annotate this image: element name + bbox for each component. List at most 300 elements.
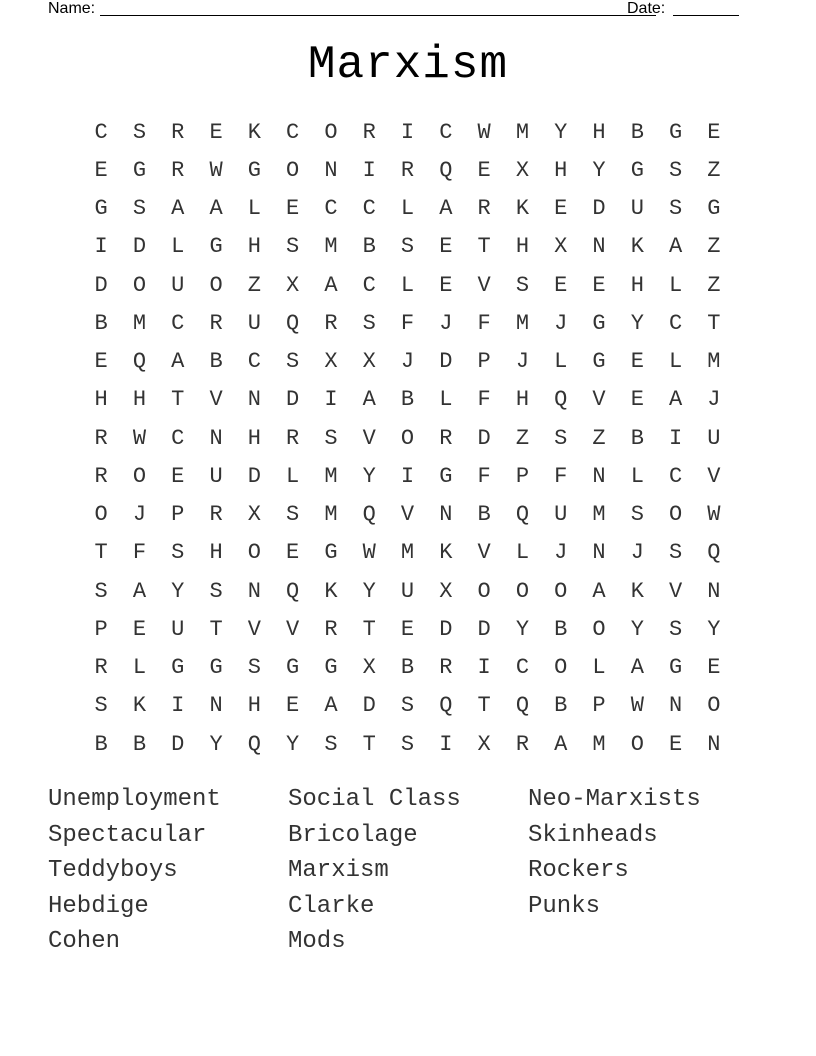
date-field-line[interactable] bbox=[673, 15, 739, 16]
grid-letter: O bbox=[324, 119, 338, 145]
grid-letter: C bbox=[286, 119, 300, 145]
grid-letter: A bbox=[592, 578, 606, 604]
grid-letter: F bbox=[477, 387, 491, 413]
grid-letter: E bbox=[94, 349, 108, 375]
grid-letter: Z bbox=[707, 272, 721, 298]
grid-letter: X bbox=[439, 578, 453, 604]
grid-letter: Q bbox=[286, 310, 300, 336]
grid-letter: P bbox=[477, 349, 491, 375]
grid-letter: E bbox=[171, 463, 185, 489]
grid-letter: J bbox=[554, 540, 568, 566]
grid-letter: C bbox=[171, 425, 185, 451]
grid-letter: E bbox=[286, 693, 300, 719]
grid-letter: R bbox=[400, 157, 415, 183]
grid-letter: Y bbox=[554, 119, 568, 145]
grid-letter: B bbox=[630, 119, 644, 145]
grid-letter: R bbox=[94, 425, 108, 451]
grid-letter: O bbox=[554, 578, 568, 604]
word-list-item: Marxism bbox=[288, 857, 389, 885]
grid-letter: W bbox=[630, 693, 644, 719]
grid-letter: Q bbox=[554, 387, 568, 413]
grid-letter: I bbox=[324, 387, 338, 413]
grid-letter: V bbox=[400, 502, 415, 528]
grid-letter: A bbox=[171, 349, 185, 375]
grid-letter: R bbox=[94, 463, 108, 489]
grid-letter: W bbox=[209, 157, 223, 183]
grid-letter: U bbox=[630, 196, 644, 222]
grid-letter: U bbox=[707, 425, 721, 451]
grid-letter: S bbox=[286, 502, 300, 528]
grid-letter: R bbox=[324, 616, 338, 642]
grid-letter: R bbox=[477, 196, 491, 222]
grid-letter: G bbox=[209, 234, 223, 260]
grid-letter: L bbox=[554, 349, 568, 375]
grid-letter: V bbox=[286, 616, 300, 642]
grid-letter: G bbox=[630, 157, 644, 183]
grid-letter: A bbox=[362, 387, 376, 413]
grid-letter: X bbox=[362, 655, 376, 681]
grid-letter: T bbox=[209, 616, 223, 642]
grid-letter: B bbox=[477, 502, 491, 528]
grid-letter: Q bbox=[515, 693, 530, 719]
grid-letter: G bbox=[324, 540, 338, 566]
grid-letter: N bbox=[247, 387, 261, 413]
grid-letter: E bbox=[630, 349, 644, 375]
grid-letter: T bbox=[707, 310, 721, 336]
grid-letter: M bbox=[515, 119, 530, 145]
grid-letter: S bbox=[209, 578, 223, 604]
grid-letter: M bbox=[515, 310, 530, 336]
grid-letter: S bbox=[132, 119, 147, 145]
grid-letter: Y bbox=[362, 463, 376, 489]
grid-letter: Y bbox=[515, 616, 530, 642]
grid-letter: B bbox=[94, 310, 108, 336]
grid-letter: A bbox=[171, 196, 185, 222]
grid-letter: Z bbox=[247, 272, 261, 298]
grid-letter: G bbox=[286, 655, 300, 681]
grid-letter: E bbox=[439, 272, 453, 298]
grid-letter: S bbox=[171, 540, 185, 566]
grid-letter: D bbox=[94, 272, 108, 298]
grid-letter: I bbox=[94, 234, 108, 260]
grid-letter: N bbox=[439, 502, 453, 528]
grid-letter: V bbox=[477, 272, 491, 298]
grid-letter: E bbox=[554, 272, 568, 298]
word-list-item: Punks bbox=[528, 892, 601, 920]
grid-letter: C bbox=[515, 655, 530, 681]
grid-letter: E bbox=[286, 196, 300, 222]
grid-letter: S bbox=[286, 349, 300, 375]
grid-letter: G bbox=[439, 463, 453, 489]
grid-letter: F bbox=[400, 310, 415, 336]
grid-letter: D bbox=[132, 234, 147, 260]
grid-letter: N bbox=[592, 463, 606, 489]
grid-letter: A bbox=[630, 655, 644, 681]
grid-letter: A bbox=[439, 196, 453, 222]
grid-letter: Y bbox=[630, 616, 644, 642]
grid-letter: C bbox=[247, 349, 261, 375]
grid-letter: A bbox=[669, 387, 683, 413]
grid-letter: A bbox=[132, 578, 147, 604]
grid-letter: R bbox=[94, 655, 108, 681]
grid-letter: E bbox=[477, 157, 491, 183]
grid-letter: N bbox=[209, 425, 223, 451]
grid-letter: N bbox=[324, 157, 338, 183]
grid-letter: C bbox=[362, 196, 376, 222]
grid-letter: R bbox=[209, 502, 223, 528]
grid-letter: G bbox=[592, 349, 606, 375]
grid-letter: O bbox=[132, 463, 147, 489]
grid-letter: B bbox=[554, 693, 568, 719]
grid-letter: K bbox=[630, 234, 644, 260]
grid-letter: K bbox=[132, 693, 147, 719]
grid-letter: V bbox=[209, 387, 223, 413]
grid-letter: N bbox=[209, 693, 223, 719]
grid-letter: Y bbox=[592, 157, 606, 183]
grid-letter: N bbox=[247, 578, 261, 604]
grid-letter: R bbox=[439, 655, 453, 681]
grid-letter: M bbox=[324, 502, 338, 528]
grid-letter: J bbox=[515, 349, 530, 375]
grid-letter: E bbox=[286, 540, 300, 566]
grid-letter: S bbox=[400, 234, 415, 260]
word-list-item: Neo-Marxists bbox=[528, 786, 701, 813]
grid-letter: U bbox=[209, 463, 223, 489]
grid-letter: S bbox=[669, 157, 683, 183]
grid-letter: G bbox=[209, 655, 223, 681]
date-label: Date: bbox=[627, 0, 666, 17]
grid-letter: M bbox=[324, 463, 338, 489]
grid-letter: C bbox=[439, 119, 453, 145]
grid-letter: B bbox=[400, 387, 415, 413]
grid-letter: V bbox=[477, 540, 491, 566]
grid-letter: T bbox=[477, 234, 491, 260]
grid-letter: I bbox=[669, 425, 683, 451]
word-list bbox=[48, 782, 768, 960]
grid-letter: W bbox=[132, 425, 147, 451]
grid-letter: B bbox=[132, 731, 147, 757]
grid-letter: X bbox=[477, 731, 491, 757]
grid-letter: B bbox=[630, 425, 644, 451]
grid-letter: T bbox=[362, 616, 376, 642]
grid-letter: V bbox=[362, 425, 376, 451]
grid-letter: R bbox=[362, 119, 376, 145]
grid-letter: N bbox=[669, 693, 683, 719]
word-list-item: Skinheads bbox=[528, 821, 658, 849]
grid-letter: W bbox=[477, 119, 491, 145]
word-list-item: Spectacular bbox=[48, 821, 207, 849]
grid-letter: R bbox=[209, 310, 223, 336]
grid-letter: D bbox=[477, 616, 491, 642]
grid-letter: T bbox=[171, 387, 185, 413]
grid-letter: R bbox=[171, 119, 185, 145]
grid-letter: R bbox=[286, 425, 300, 451]
grid-letter: A bbox=[669, 234, 683, 260]
grid-letter: J bbox=[132, 502, 147, 528]
grid-letter: I bbox=[171, 693, 185, 719]
grid-letter: X bbox=[554, 234, 568, 260]
grid-letter: E bbox=[400, 616, 415, 642]
grid-letter: S bbox=[669, 540, 683, 566]
grid-letter: J bbox=[400, 349, 415, 375]
grid-letter: O bbox=[630, 731, 644, 757]
grid-letter: Y bbox=[171, 578, 185, 604]
grid-letter: K bbox=[515, 196, 530, 222]
grid-letter: U bbox=[400, 578, 415, 604]
grid-letter: E bbox=[592, 272, 606, 298]
grid-letter: A bbox=[324, 693, 338, 719]
grid-letter: M bbox=[707, 349, 721, 375]
grid-letter: Z bbox=[707, 234, 721, 260]
grid-letter: S bbox=[94, 578, 108, 604]
grid-letter: B bbox=[94, 731, 108, 757]
grid-letter: X bbox=[362, 349, 376, 375]
grid-letter: O bbox=[477, 578, 491, 604]
grid-letter: H bbox=[554, 157, 568, 183]
grid-letter: E bbox=[669, 731, 683, 757]
grid-letter: S bbox=[132, 196, 147, 222]
grid-letter: Q bbox=[515, 502, 530, 528]
grid-letter: K bbox=[324, 578, 338, 604]
grid-letter: J bbox=[554, 310, 568, 336]
grid-letter: X bbox=[515, 157, 530, 183]
grid-letter: Q bbox=[362, 502, 376, 528]
grid-letter: S bbox=[554, 425, 568, 451]
grid-letter: S bbox=[324, 731, 338, 757]
word-list-item: Unemployment bbox=[48, 786, 221, 813]
grid-letter: X bbox=[286, 272, 300, 298]
grid-letter: L bbox=[515, 540, 530, 566]
grid-letter: H bbox=[515, 387, 530, 413]
name-field-line[interactable] bbox=[100, 15, 656, 16]
grid-letter: J bbox=[439, 310, 453, 336]
word-list-item: Hebdige bbox=[48, 892, 149, 920]
grid-letter: Q bbox=[439, 157, 453, 183]
grid-letter: D bbox=[439, 616, 453, 642]
grid-letter: D bbox=[592, 196, 606, 222]
grid-letter: C bbox=[94, 119, 108, 145]
grid-letter: P bbox=[592, 693, 606, 719]
grid-letter: O bbox=[669, 502, 683, 528]
grid-letter: V bbox=[669, 578, 683, 604]
grid-letter: O bbox=[247, 540, 261, 566]
grid-letter: I bbox=[400, 119, 415, 145]
grid-letter: H bbox=[209, 540, 223, 566]
grid-letter: H bbox=[592, 119, 606, 145]
grid-letter: X bbox=[247, 502, 261, 528]
grid-letter: Y bbox=[209, 731, 223, 757]
grid-letter: X bbox=[324, 349, 338, 375]
grid-letter: L bbox=[286, 463, 300, 489]
grid-letter: F bbox=[477, 463, 491, 489]
grid-letter: T bbox=[362, 731, 376, 757]
word-list-item: Teddyboys bbox=[48, 857, 178, 885]
grid-letter: M bbox=[592, 502, 606, 528]
grid-letter: M bbox=[592, 731, 606, 757]
grid-letter: U bbox=[554, 502, 568, 528]
grid-letter: I bbox=[477, 655, 491, 681]
word-list-item: Bricolage bbox=[288, 821, 418, 849]
grid-letter: L bbox=[400, 196, 415, 222]
word-list-item: Social Class bbox=[288, 786, 461, 813]
grid-letter: H bbox=[132, 387, 147, 413]
grid-letter: L bbox=[669, 349, 683, 375]
grid-letter: S bbox=[286, 234, 300, 260]
grid-letter: H bbox=[247, 693, 261, 719]
grid-letter: E bbox=[94, 157, 108, 183]
grid-letter: C bbox=[171, 310, 185, 336]
grid-letter: U bbox=[171, 272, 185, 298]
grid-letter: H bbox=[247, 425, 261, 451]
word-list-item: Clarke bbox=[288, 892, 375, 920]
puzzle-title: Marxism bbox=[307, 39, 509, 91]
grid-letter: Q bbox=[286, 578, 300, 604]
grid-letter: Y bbox=[362, 578, 376, 604]
grid-letter: A bbox=[324, 272, 338, 298]
grid-letter: N bbox=[707, 578, 721, 604]
grid-letter: L bbox=[669, 272, 683, 298]
grid-letter: H bbox=[515, 234, 530, 260]
grid-letter: Q bbox=[707, 540, 721, 566]
grid-letter: F bbox=[132, 540, 147, 566]
grid-letter: D bbox=[439, 349, 453, 375]
grid-letter: B bbox=[209, 349, 223, 375]
grid-letter: G bbox=[324, 655, 338, 681]
grid-letter: Q bbox=[247, 731, 261, 757]
grid-letter: E bbox=[439, 234, 453, 260]
letter-grid bbox=[82, 113, 738, 763]
grid-letter: O bbox=[94, 502, 108, 528]
grid-letter: Q bbox=[439, 693, 453, 719]
grid-letter: E bbox=[707, 119, 721, 145]
grid-letter: L bbox=[132, 655, 147, 681]
grid-letter: Y bbox=[286, 731, 300, 757]
grid-letter: L bbox=[592, 655, 606, 681]
grid-letter: N bbox=[592, 234, 606, 260]
grid-letter: F bbox=[554, 463, 568, 489]
grid-letter: V bbox=[592, 387, 606, 413]
grid-letter: H bbox=[247, 234, 261, 260]
grid-letter: H bbox=[630, 272, 644, 298]
grid-letter: C bbox=[669, 463, 683, 489]
grid-letter: F bbox=[477, 310, 491, 336]
grid-letter: B bbox=[554, 616, 568, 642]
grid-letter: N bbox=[592, 540, 606, 566]
grid-letter: O bbox=[132, 272, 147, 298]
grid-letter: P bbox=[94, 616, 108, 642]
grid-letter: S bbox=[400, 731, 415, 757]
grid-letter: M bbox=[400, 540, 415, 566]
grid-letter: D bbox=[286, 387, 300, 413]
grid-letter: W bbox=[707, 502, 721, 528]
grid-letter: R bbox=[439, 425, 453, 451]
grid-letter: E bbox=[132, 616, 147, 642]
grid-letter: I bbox=[439, 731, 453, 757]
grid-letter: O bbox=[286, 157, 300, 183]
grid-letter: G bbox=[94, 196, 108, 222]
grid-letter: V bbox=[247, 616, 261, 642]
grid-letter: O bbox=[707, 693, 721, 719]
name-label: Name: bbox=[48, 0, 96, 17]
grid-letter: S bbox=[362, 310, 376, 336]
word-list-item: Mods bbox=[288, 928, 346, 956]
grid-letter: L bbox=[247, 196, 261, 222]
grid-letter: S bbox=[247, 655, 261, 681]
grid-letter: C bbox=[669, 310, 683, 336]
grid-letter: M bbox=[324, 234, 338, 260]
grid-letter: G bbox=[669, 655, 683, 681]
header bbox=[48, 0, 748, 20]
grid-letter: O bbox=[554, 655, 568, 681]
grid-letter: Z bbox=[592, 425, 606, 451]
grid-letter: V bbox=[707, 463, 721, 489]
grid-letter: B bbox=[400, 655, 415, 681]
grid-letter: S bbox=[669, 196, 683, 222]
grid-letter: T bbox=[94, 540, 108, 566]
grid-letter: D bbox=[477, 425, 491, 451]
grid-letter: P bbox=[171, 502, 185, 528]
grid-letter: L bbox=[171, 234, 185, 260]
grid-letter: I bbox=[362, 157, 376, 183]
grid-letter: G bbox=[132, 157, 147, 183]
grid-letter: G bbox=[707, 196, 721, 222]
grid-letter: L bbox=[439, 387, 453, 413]
grid-letter: W bbox=[362, 540, 376, 566]
word-list-item: Cohen bbox=[48, 928, 121, 956]
grid-letter: G bbox=[247, 157, 261, 183]
grid-letter: O bbox=[592, 616, 606, 642]
grid-letter: S bbox=[94, 693, 108, 719]
grid-letter: R bbox=[171, 157, 185, 183]
grid-letter: D bbox=[171, 731, 185, 757]
grid-letter: B bbox=[362, 234, 376, 260]
grid-letter: Z bbox=[707, 157, 721, 183]
grid-letter: J bbox=[630, 540, 644, 566]
grid-letter: T bbox=[477, 693, 491, 719]
grid-letter: O bbox=[400, 425, 415, 451]
grid-letter: S bbox=[400, 693, 415, 719]
grid-letter: H bbox=[94, 387, 108, 413]
grid-letter: E bbox=[707, 655, 721, 681]
grid-letter: R bbox=[324, 310, 338, 336]
grid-letter: A bbox=[209, 196, 223, 222]
grid-letter: S bbox=[630, 502, 644, 528]
grid-letter: I bbox=[400, 463, 415, 489]
grid-letter: S bbox=[324, 425, 338, 451]
grid-letter: N bbox=[707, 731, 721, 757]
grid-letter: U bbox=[247, 310, 261, 336]
grid-letter: G bbox=[592, 310, 606, 336]
grid-letter: S bbox=[669, 616, 683, 642]
grid-letter: L bbox=[630, 463, 644, 489]
grid-letter: C bbox=[362, 272, 376, 298]
grid-letter: K bbox=[439, 540, 453, 566]
grid-letter: E bbox=[630, 387, 644, 413]
word-list-item: Rockers bbox=[528, 857, 629, 885]
grid-letter: E bbox=[209, 119, 223, 145]
grid-letter: O bbox=[209, 272, 223, 298]
grid-letter: S bbox=[515, 272, 530, 298]
grid-letter: Q bbox=[132, 349, 147, 375]
grid-letter: J bbox=[707, 387, 721, 413]
grid-letter: L bbox=[400, 272, 415, 298]
grid-letter: Y bbox=[707, 616, 721, 642]
grid-letter: G bbox=[669, 119, 683, 145]
grid-letter: C bbox=[324, 196, 338, 222]
grid-letter: U bbox=[171, 616, 185, 642]
grid-letter: D bbox=[247, 463, 261, 489]
grid-letter: O bbox=[515, 578, 530, 604]
